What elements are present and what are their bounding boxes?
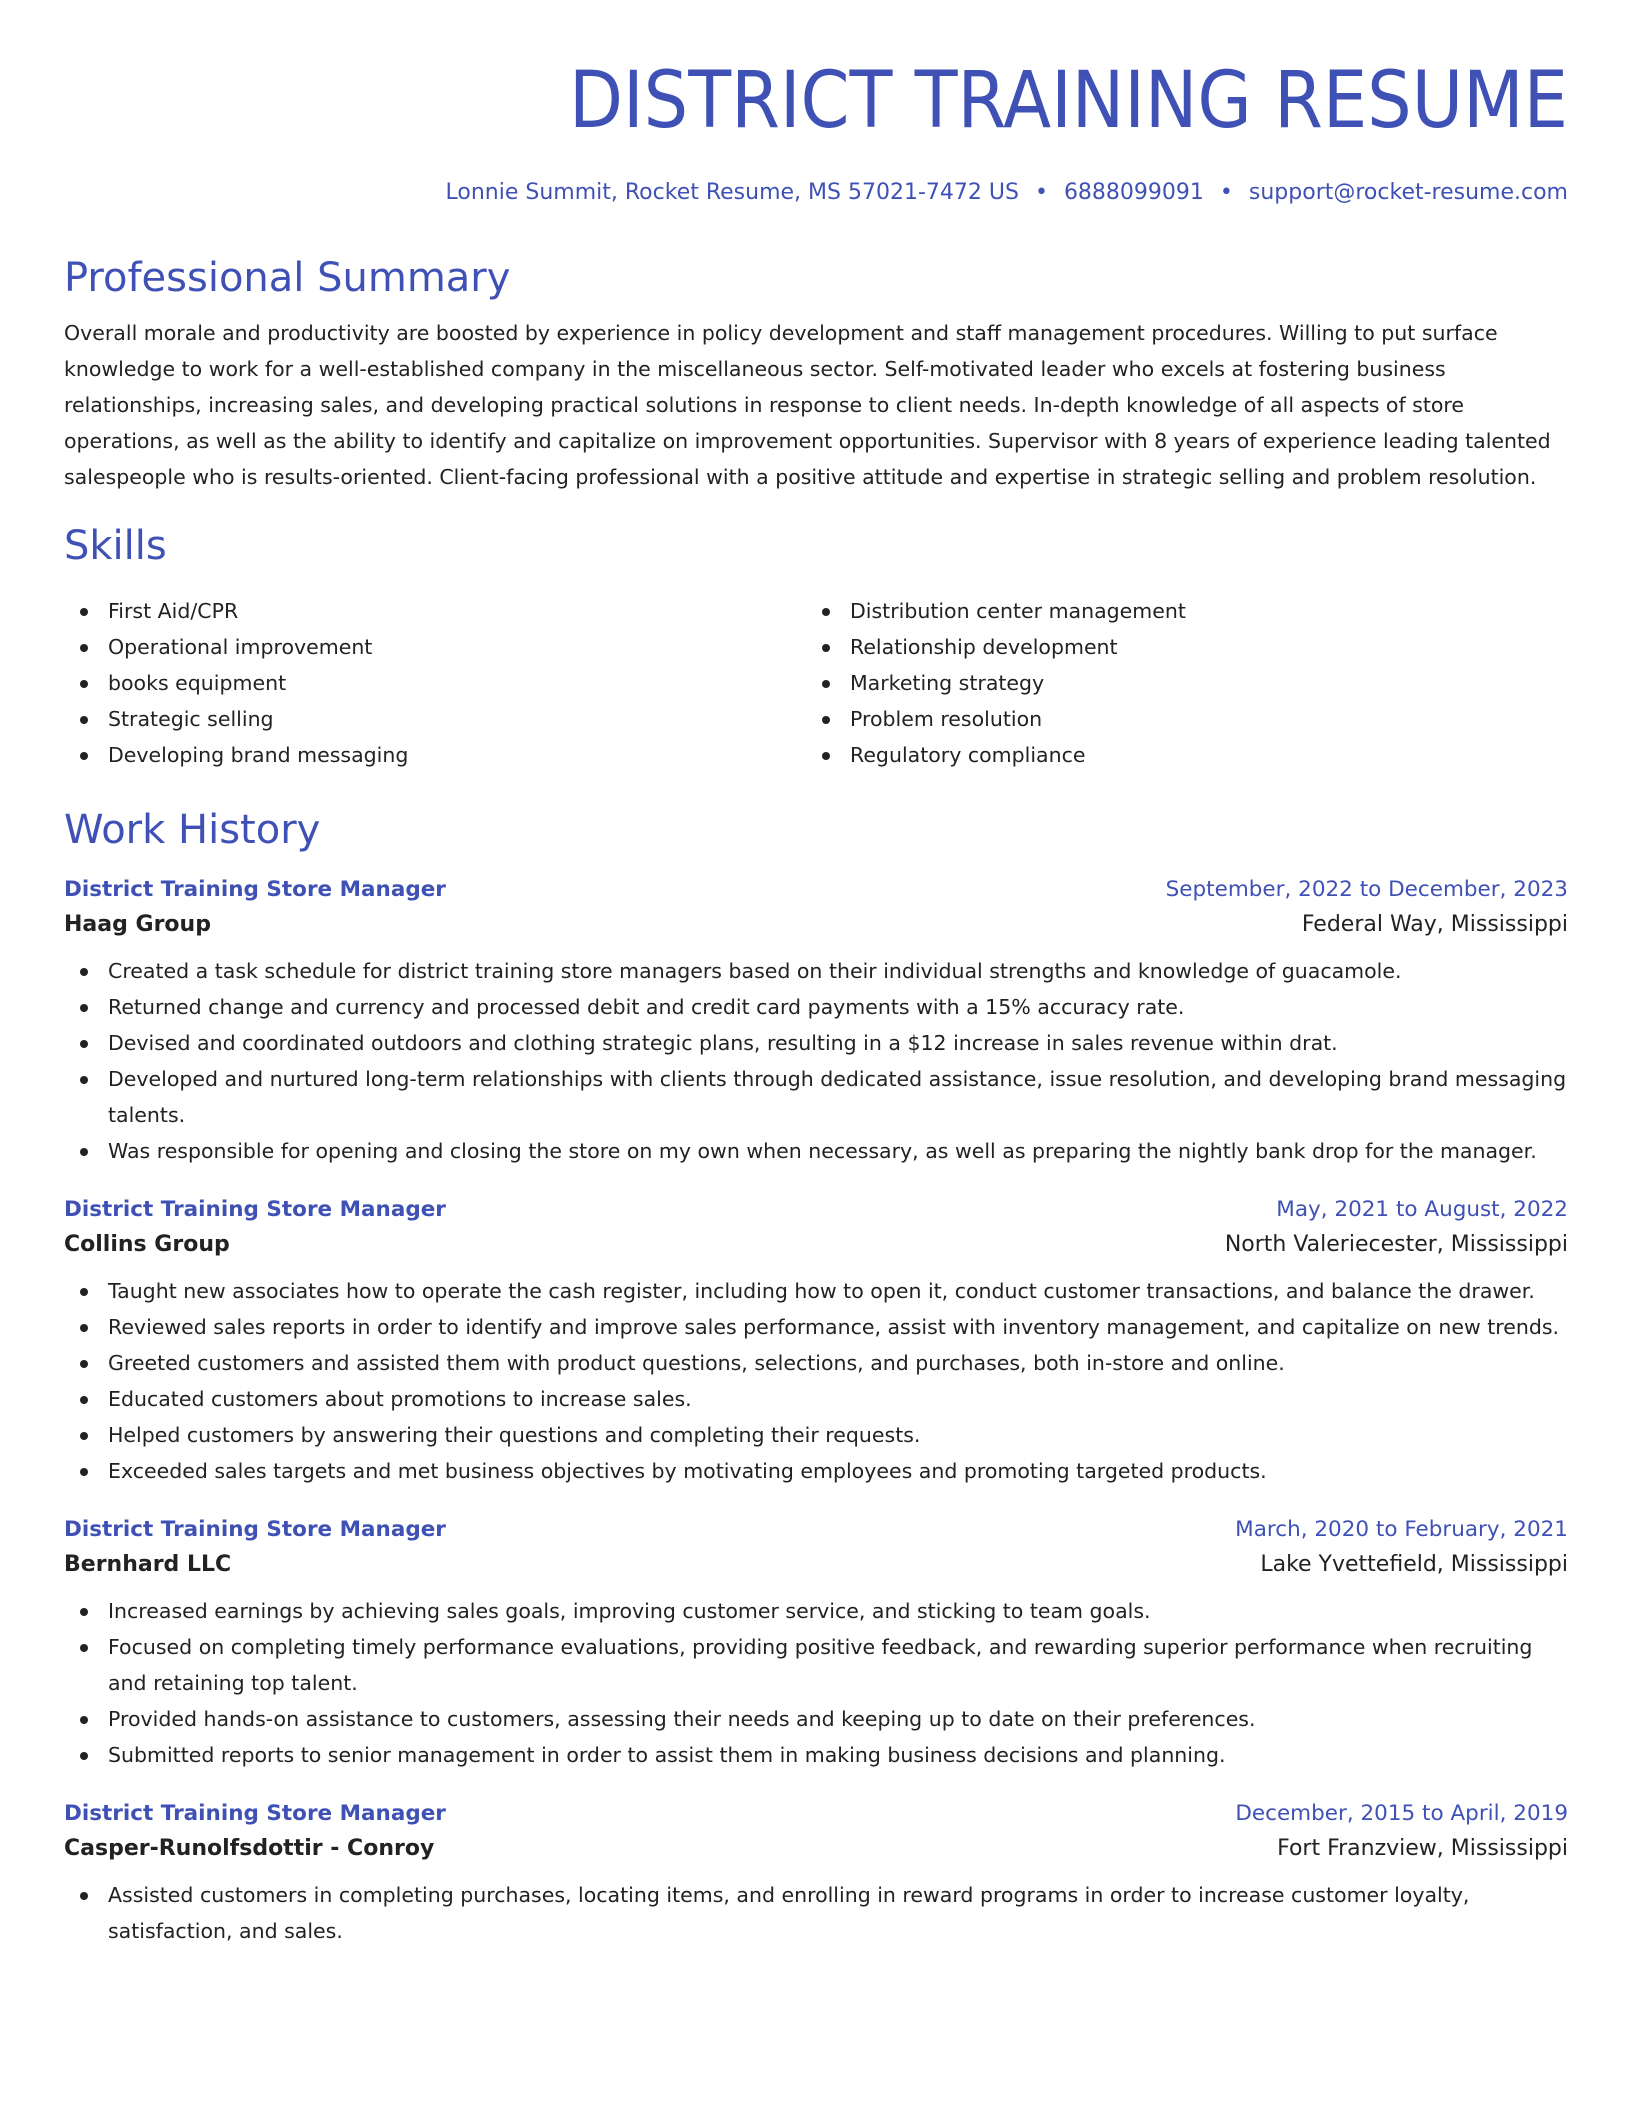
job-header (64, 877, 1568, 902)
job-bullet: Created a task schedule for district training store managers based on their individual strengths and knowledge of guacamole. (64, 953, 1568, 989)
skills-list (64, 593, 1568, 773)
job-company: Casper-Runolfsdottir - Conroy (64, 1836, 435, 1861)
job-subheader (64, 1836, 1568, 1861)
job-bullet: Was responsible for opening and closing the store on my own when necessary, as well as preparing the nightly bank drop for the manager. (64, 1133, 1568, 1169)
skill-item: Relationship development (806, 629, 1548, 665)
job-bullets (64, 1593, 1568, 1773)
job-bullet: Exceeded sales targets and met business objectives by motivating employees and promoting targeted products. (64, 1453, 1568, 1489)
job-location: Fort Franzview, Mississippi (1277, 1836, 1568, 1861)
contact-address: Lonnie Summit, Rocket Resume, MS 57021-7472 US (445, 180, 1019, 205)
job-bullet: Returned change and currency and processed debit and credit card payments with a 15% accuracy rate. (64, 989, 1568, 1025)
job-subheader (64, 912, 1568, 937)
job-entry (64, 1801, 1568, 1949)
job-location: Lake Yvettefield, Mississippi (1260, 1552, 1568, 1577)
job-dates: December, 2015 to April, 2019 (1235, 1801, 1568, 1826)
job-bullet: Developed and nurtured long-term relationships with clients through dedicated assistance, issue resolution, and developing brand messaging talents. (64, 1061, 1568, 1133)
skill-item: Distribution center management (806, 593, 1548, 629)
job-bullet: Reviewed sales reports in order to identify and improve sales performance, assist with inventory management, and capitalize on new trends. (64, 1309, 1568, 1345)
work-history-heading: Work History (64, 807, 321, 853)
skill-item: Strategic selling (64, 701, 806, 737)
job-header (64, 1801, 1568, 1826)
job-dates: March, 2020 to February, 2021 (1235, 1517, 1568, 1542)
contact-line (64, 180, 1568, 205)
job-bullet: Provided hands-on assistance to customers, assessing their needs and keeping up to date on their preferences. (64, 1701, 1568, 1737)
job-bullet: Greeted customers and assisted them with product questions, selections, and purchases, both in-store and online. (64, 1345, 1568, 1381)
contact-separator: • (1219, 180, 1233, 205)
job-bullet: Assisted customers in completing purchases, locating items, and enrolling in reward programs in order to increase customer loyalty, satisfaction, and sales. (64, 1877, 1568, 1949)
job-bullet: Submitted reports to senior management in order to assist them in making business decisions and planning. (64, 1737, 1568, 1773)
job-bullets (64, 1877, 1568, 1949)
job-header (64, 1197, 1568, 1222)
job-bullet: Taught new associates how to operate the cash register, including how to open it, conduct customer transactions, and balance the drawer. (64, 1273, 1568, 1309)
skills-column-right (806, 593, 1548, 773)
job-title: District Training Store Manager (64, 1801, 446, 1826)
skill-item: Developing brand messaging (64, 737, 806, 773)
contact-email[interactable]: support@rocket-resume.com (1248, 180, 1568, 205)
job-entry (64, 1197, 1568, 1489)
skill-item: books equipment (64, 665, 806, 701)
job-company: Haag Group (64, 912, 211, 937)
skill-item: First Aid/CPR (64, 593, 806, 629)
job-title: District Training Store Manager (64, 877, 446, 902)
resume-title: DISTRICT TRAINING RESUME (568, 56, 1568, 146)
job-bullet: Educated customers about promotions to increase sales. (64, 1381, 1568, 1417)
skill-item: Operational improvement (64, 629, 806, 665)
skills-heading: Skills (64, 523, 167, 569)
skill-item: Marketing strategy (806, 665, 1548, 701)
skill-item: Problem resolution (806, 701, 1548, 737)
contact-phone: 6888099091 (1063, 180, 1204, 205)
contact-separator: • (1034, 180, 1048, 205)
job-bullet: Helped customers by answering their questions and completing their requests. (64, 1417, 1568, 1453)
job-location: North Valeriecester, Mississippi (1224, 1232, 1568, 1257)
skill-item: Regulatory compliance (806, 737, 1548, 773)
job-company: Bernhard LLC (64, 1552, 232, 1577)
job-bullet: Increased earnings by achieving sales goals, improving customer service, and sticking to team goals. (64, 1593, 1568, 1629)
summary-text: Overall morale and productivity are boosted by experience in policy development and staff management procedures. Willing to put surface knowledge to work for a well-established company in the miscellaneous sector. Self-motivated leader who excels at fostering business relationships, increasing sales, and developing practical solutions in response to client needs. In-depth knowledge of all aspects of store operations, as well as the ability to identify and capitalize on improvement opportunities. Supervisor with 8 years of experience leading talented salespeople who is results-oriented. Client-facing professional with a positive attitude and expertise in strategic selling and problem resolution. (64, 321, 1551, 489)
job-location: Federal Way, Mississippi (1301, 912, 1568, 937)
job-entry (64, 1517, 1568, 1773)
job-bullet: Devised and coordinated outdoors and clothing strategic plans, resulting in a $12 increase in sales revenue within drat. (64, 1025, 1568, 1061)
summary-heading: Professional Summary (64, 255, 511, 301)
job-bullets (64, 1273, 1568, 1489)
skills-column-left (64, 593, 806, 773)
job-dates: September, 2022 to December, 2023 (1165, 877, 1568, 902)
job-title: District Training Store Manager (64, 1517, 446, 1542)
job-header (64, 1517, 1568, 1542)
job-bullet: Focused on completing timely performance evaluations, providing positive feedback, and rewarding superior performance when recruiting and retaining top talent. (64, 1629, 1568, 1701)
job-dates: May, 2021 to August, 2022 (1276, 1197, 1568, 1222)
job-subheader (64, 1232, 1568, 1257)
work-history-list (64, 877, 1568, 1949)
job-entry (64, 877, 1568, 1169)
job-title: District Training Store Manager (64, 1197, 446, 1222)
job-company: Collins Group (64, 1232, 230, 1257)
job-subheader (64, 1552, 1568, 1577)
job-bullets (64, 953, 1568, 1169)
